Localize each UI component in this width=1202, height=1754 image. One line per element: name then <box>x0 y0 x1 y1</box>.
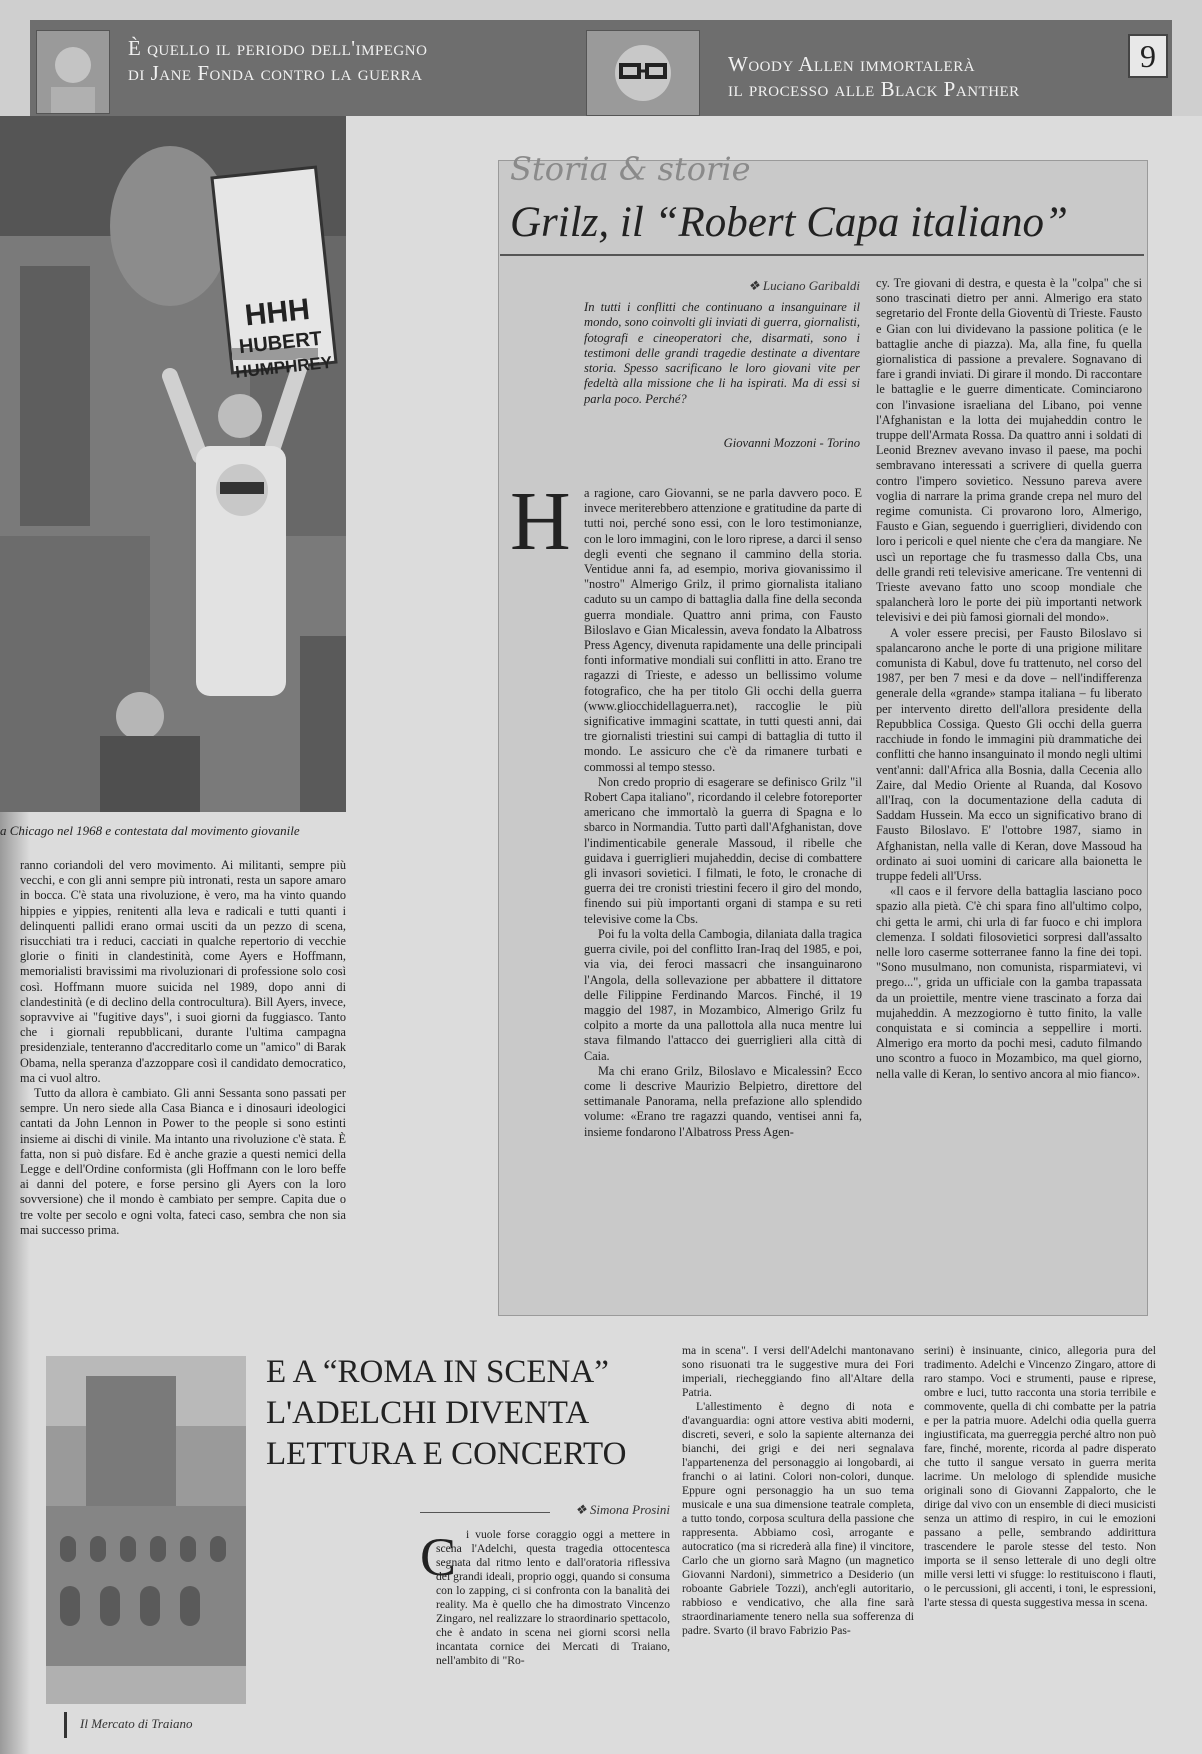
sign-line2: HUBERT <box>237 327 324 359</box>
building-photo-illustration <box>46 1356 246 1704</box>
bottom-headline[interactable] <box>266 1352 666 1475</box>
left-teaser[interactable] <box>128 36 508 86</box>
portrait-glasses-icon <box>587 31 699 115</box>
article-paragraph: Ma chi erano Grilz, Biloslavo e Micalessin? Ecco come li descrive Maurizio Belpietro, direttore del settimanale Panorama, nella prefazione allo splendido volume: «Erano tre ragazzi quando, ventisei anni fa, insieme fondarono l'Albatross Press Agen- <box>584 1063 862 1139</box>
reader-letter: In tutti i conflitti che continuano a insanguinare il mondo, sono coinvolti gli inviati di guerra, giornalisti, fotografi e cineoperatori che, disarmati, sono i testimoni delle grandi tragedie destinate a diventare storia. Spesso sacrificano le loro giovani vite per fedeltà alla missione che li ha ispirati. Ma di essi si parla poco. Perché? <box>584 300 860 406</box>
article-paragraph: cy. Tre giovani di destra, e questa è la "colpa" che si sono trascinati dietro per anni. Almerigo era stato segretario del Fronte della Gioventù di Trieste. Fausto e Gian con lui dividevano la passione politica (e le battaglie anche di piazza). Ma, alla fine, fu quella giornalistica di passione a prevalere. Sognavano di fare i grandi inviati. Di girare il mondo. Di raccontare le battaglie e le guerre dimenticate. Cominciarono con l'invasione israeliana del Libano, poi venne l'Afghanistan e la lotta dei mujaheddin contro le truppe dell'Armata Rossa. Da quattro anni i soldati di Leonid Breznev avevano invaso il paese, ma pochi sembravano interessati a scrivere di quella guerra contro l'impero sovietico. Nessuno pareva avere voglia di narrare la prima grande crepa nel muro del regime comunista. Ci provarono loro, Almerigo, Fausto e Gian, seguendo i guerriglieri, dividendo con loro i pericoli e quel niente che c'era da mangiare. Ne uscì un reportage che fu trasmesso dalla Cbs, una delle grandi reti televisive americane. Tre ventenni di Trieste avevano fatto uno scoop mondiale che spalancherà loro le porte dei più importanti network televisivi e dei più famosi giornali del mondo». <box>876 276 1142 625</box>
left-teaser-line1: È quello il periodo dell'impegno <box>128 36 428 60</box>
right-teaser[interactable] <box>728 52 1118 102</box>
bottom-column-3 <box>924 1344 1156 1738</box>
sign-line3: HUMPHREY <box>234 352 334 382</box>
bottom-dropcap: C <box>420 1527 457 1587</box>
right-teaser-line1: Woody Allen immortalerà <box>728 52 976 76</box>
left-paragraph: ranno coriandoli del vero movimento. Ai militanti, sempre più vecchi, e con gli anni sempre più intronati, resta un sapore amaro in bocca. C'è stata una rivoluzione, è vero, ma ha vinto quando hippies e yippies, renitenti alla leva e radicali e tutti quanti i delinquenti pallidi erano ormai usciti da un pezzo di scena, risucchiati tra i reduci, cacciati in qualche repertorio di vecchie glorie o finiti in clandestinità, come Ayers e Hoffmann, memorialisti bravissimi ma rivoluzionari di professione solo così così. Hoffmann muore suicida nel 1989, dopo anni di clandestinità (e di declino della controcultura). Bill Ayers, invece, sopravvive ai "fugitive days", i suoi giorni da fuggiasco. Tanto che i giornali repubblicani, durante l'ultima campagna presidenziale, tenteranno d'accreditarlo come un "amico" di Barak Obama, nella speranza d'azzoppare così il candidato democratico, ma ci vuol altro. <box>20 858 346 1085</box>
bottom-byline: ❖ Simona Prosini <box>575 1502 670 1517</box>
left-teaser-line2: di Jane Fonda contro la guerra <box>128 61 423 85</box>
bottom-headline-line2: L'ADELCHI DIVENTA <box>266 1395 590 1431</box>
caption-bar <box>64 1712 67 1738</box>
bottom-paragraph: serini) è insinuante, cinico, allegoria pura del tradimento. Adelchi e Vincenzo Zingaro, attore di raro stampo. Voci e strumenti, pause e riprese, ombre e luci, tutto racconta una storia terribile e commovente, quella di chi combatte per la patria e per la patria muore. Adelchi odia quella guerra ingiustificata, ma guerreggia perché altro non può fare, finché, morente, ricorda al padre disperato che tutto il sangue versato in guerra merita lacrime. Un melologo di splendide musiche originali sono di Giovanni Zappalorto, che le dirige dal vivo con un ensemble di dieci musicisti senza un attimo di respiro, in cui le emozioni passano a pelle, sembrando addirittura trascendere le parole stesse del testo. Non importa se il senso letterale di uno degli oltre mille versi letti vi sfugge: lo restituiscono i flauti, o le percussioni, gli accenti, i toni, le espressioni, l'arte stessa di questa suggestiva messa in scena. <box>924 1344 1156 1609</box>
sign-line1: HHH <box>243 292 312 333</box>
jane-fonda-thumbnail <box>36 30 110 114</box>
bottom-column-2 <box>682 1344 914 1738</box>
left-column-text <box>20 858 346 1328</box>
article-paragraph: Non credo proprio di esagerare se definisco Grilz "il Robert Capa italiano", ricordando il celebre fotoreporter americano che immortalò la guerra di Spagna e lo sbarco in Normandia. Tutto partì dall'Afghanistan, dove l'indimenticabile generale Massoud, il ribelle che guidava i guerriglieri mujaheddin, decise di combattere gli invasori sovietici. I filmati, le foto, le cronache di guerra dei tre cronisti triestini fecero il giro del mondo, finendo sui più importanti organi di stampa e su reti televisive come la Cbs. <box>584 774 862 926</box>
campaign-sign <box>228 291 332 385</box>
right-teaser-line2: il processo alle Black Panther <box>728 77 1020 101</box>
bottom-column-1 <box>436 1528 670 1738</box>
article-paragraph: a ragione, caro Giovanni, se ne parla davvero poco. E invece meriterebbero attenzione e gratitudine da parte di tutti noi, perché sono essi, con le loro testimonianze, con le loro immagini, con le loro riprese, a darci il senso degli eventi che segnano il cammino della storia. Ventidue anni fa, ad esempio, moriva giovanissimo il "nostro" Almerigo Grilz, il primo giornalista italiano caduto su un campo di battaglia dalla fine della seconda guerra mondiale. Quattro anni prima, con Fausto Biloslavo e Gian Micalessin, aveva fondato la Albatross Press Agency, divenuta rapidamente una delle principali fonti informative mondiali sui conflitti in atto. Erano tre ragazzi di Trieste, e adesso un bellissimo volume fotografico, che ha per titolo Gli occhi della guerra (www.gliocchidellaguerra.net), raccoglie le più significative immagini scattate, in tutti questi anni, dai tre giornalisti triestini sui campi di battaglia di tutto il mondo. Le assicuro che c'è da rimanere turbati e commossi al tempo stesso. <box>584 486 862 774</box>
mercato-traiano-photo <box>46 1356 246 1704</box>
article-paragraph: «Il caos e il fervore della battaglia lasciano poco spazio alla pietà. C'è chi spara fino all'ultimo colpo, chi getta le armi, chi urla di far fuoco e chi implora clemenza. I soldati filosovietici sorpresi dall'assalto nelle loro caserme sotterranee fanno la fine dei topi. "Sono musulmano, non comunista, risparmiatevi, vi prego...", grida un ufficiale con la gamba trapassata da un proiettile, mentre viene trascinato a forza dai mujaheddin. A mezzogiorno è tutto finito, la valle conquistata e si comincia a seppellire i morti. Almerigo era morto da pochi mesi, caduto filmando uno scontro a fuoco in Mozambico, ma quel giorno, nella valle di Keran, lo sentivo ancora al mio fianco». <box>876 884 1142 1081</box>
left-paragraph: Tutto da allora è cambiato. Gli anni Sessanta sono passati per sempre. Un nero siede alla Casa Bianca e i dinosauri ideologici cantati da John Lennon in Power to the people si sono estinti insieme ai dischi di vinile. Ma intanto una rivoluzione c'è stata. È fatta, non si può disfare. Ed è anche grazie a questi nemici della Legge e dell'Ordine conformista (gli Hoffmann con le loro beffe ai danni del potere, e forse persino gli Ayers con la loro sovversione) che il mondo è cambiato per sempre. Capita due o tre volte per secolo e ogni volta, fateci caso, sembra che non sia mai successo prima. <box>20 1086 346 1237</box>
article-column-1 <box>584 486 862 1302</box>
article-headline[interactable]: Grilz, il “Robert Capa italiano” <box>510 199 1068 246</box>
convention-photo <box>0 116 346 812</box>
bottom-paragraph: i vuole forse coraggio oggi a mettere in scena l'Adelchi, questa tragedia ottocentesca segnata dal ritmo lento e dall'oratoria riflessiva dei grandi ideali, proprio oggi, quando si consuma con lo zapping, ci si confronta con la banalità dei reality. Ma è quello che ha dimostrato Vincenzo Zingaro, nel realizzare lo straordinario spettacolo, che è andato in scena nei giorni scorsi nella incantata cornice dei Mercati di Traiano, nell'ambito di "Ro- <box>436 1528 670 1667</box>
article-paragraph: A voler essere precisi, per Fausto Biloslavo si spalancarono anche le porte di una prigione militare comunista di Kabul, dove fu trattenuto, nel corso del 1987, per ben 7 mesi e da dove – nell'indifferenza generale della «grande» stampa italiana – fu liberato per intervento diretto dell'allora presidente della Repubblica Cossiga. Questo Gli occhi della guerra racchiude in fondo le immagini più drammatiche dei conflitti che hanno insanguinato il mondo negli ultimi vent'anni: dall'Africa alla Bosnia, dalla Cecenia allo Zaire, dal Medio Oriente al Ruanda, dal Kosovo all'Iraq, con la documentazione della caduta di Saddam Hussein. Ma ecco un significativo brano di Fausto Biloslavo. E' l'ottobre 1987, siamo in Afghanistan, nella valle di Keran, dove Massoud ha ordinato ai suoi uomini di caricare alla baionetta le truppe fedeli all'Urss. <box>876 625 1142 883</box>
bottom-headline-line1: E A “ROMA IN SCENA” <box>266 1354 609 1390</box>
photo-caption: a Chicago nel 1968 e contestata dal movimento giovanile <box>0 823 300 838</box>
article-column-2 <box>876 276 1142 1306</box>
page-number: 9 <box>1128 34 1168 78</box>
bottom-paragraph: ma in scena". I versi dell'Adelchi mantonavano sono risuonati tra le suggestive mura dei Fori imperiali, riecheggiando fino all'Altare della Patria. <box>682 1344 914 1399</box>
bottom-photo-caption: Il Mercato di Traiano <box>80 1716 193 1731</box>
article-paragraph: Poi fu la volta della Cambogia, dilaniata dalla tragica guerra civile, poi del conflitto Iran-Iraq del 1985, e poi, via via, dei feroci massacri che insanguinarono l'Angola, della sollevazione per abbattere il dittatore delle Filippine Ferdinando Marcos. Finché, il 19 maggio del 1987, in Mozambico, Almerigo Grilz fu colpito a morte da una pallottola alla nuca mentre lui stava filmando l'attacco dei guerriglieri alla città di Caia. <box>584 926 862 1063</box>
bottom-headline-line3: LETTURA E CONCERTO <box>266 1436 627 1472</box>
crowd-photo-illustration <box>0 116 346 812</box>
letter-signature: Giovanni Mozzoni - Torino <box>723 436 860 450</box>
portrait-icon <box>37 31 109 113</box>
section-rubric: Storia & storie <box>510 150 751 188</box>
woody-allen-thumbnail <box>586 30 700 116</box>
article-dropcap: H <box>510 475 571 568</box>
headline-divider <box>500 254 1144 256</box>
article-byline: ❖ Luciano Garibaldi <box>747 278 860 293</box>
bottom-paragraph: L'allestimento è degno di nota e d'avanguardia: ogni attore vestiva abiti moderni, discreti, severi, e solo la sapiente alternanza dei bianchi, dei grigi e dei neri segnalava l'appartenenza del personaggio ai longobardi, ai franchi o ai latini. Colori non-colori, dunque. Eppure ogni personaggio ha un suo tema musicale e una sua dimensione teatrale completa, a tutto tondo, corposa scultura della passione che rappresenta. Abbiamo così, arrogante e autocratico (ma si ricrederà alla fine) il vincitore, Carlo che un giorno sarà Magno (un magnetico Giovanni Nardoni), simmetrico a Desiderio (un roboante Gabriele Tozzi), anch'egli autoritario, rabbioso e vendicativo, che alla fine sarà straordinariamente tenero nella sua sofferenza di padre. Svarto (il bravo Fabrizio Pas- <box>682 1400 914 1637</box>
